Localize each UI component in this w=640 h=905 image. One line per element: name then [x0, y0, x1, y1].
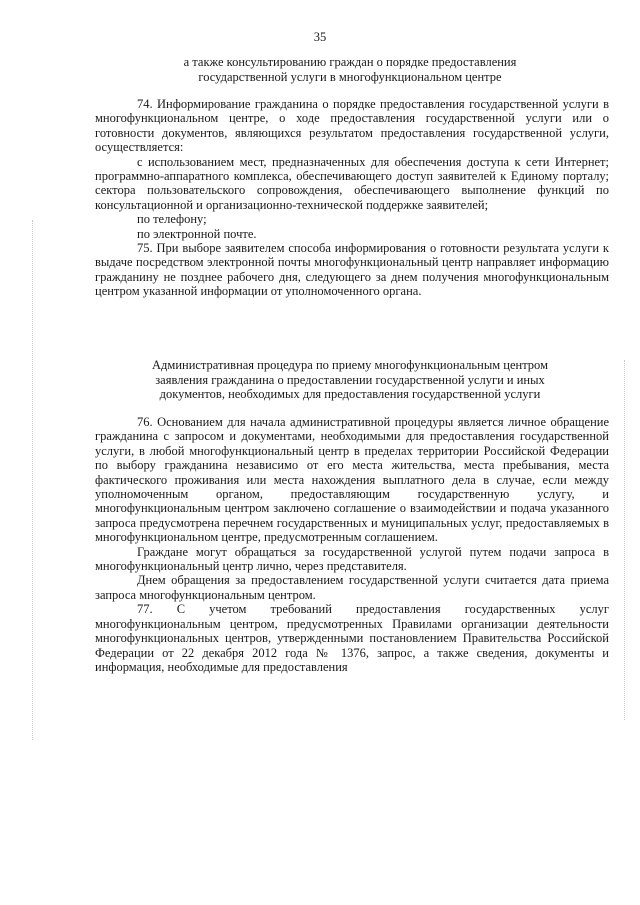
section-heading-informing — [80, 55, 620, 84]
heading-line: государственной услуги в многофункциональном центре — [198, 69, 502, 84]
section-heading-admin-procedure — [80, 358, 620, 402]
list-item-email: по электронной почте. — [137, 226, 257, 241]
paragraph-application-date: Днем обращения за предоставлением государственной услуги считается дата приема запроса многофункциональным центром. — [95, 573, 609, 602]
scan-edge-mark-right — [624, 360, 626, 720]
paragraph-76: 76. Основанием для начала административной процедуры является личное обращение гражданина с запросом и документами, необходимыми для предоставления государственной услуги, в любой многофункциональный центр в пределах территории Российской Федерации по выбору гражданина независимо от его места жительства, места пребывания, места фактического проживания или места нахождения выплатного дела в случае, если между уполномоченным органом, предоставляющим государственную услугу, и многофункциональным центром заключено соглашение о взаимодействии и подача указанного запроса предусмотрена перечнем государственных и муниципальных услуг, предоставляемых в многофункциональном центре, предусмотренным соглашением. — [95, 415, 609, 545]
heading-line: документов, необходимых для предоставления государственной услуги — [159, 387, 541, 402]
heading-line: заявления гражданина о предоставлении государственной услуги и иных — [155, 372, 545, 387]
paragraph-77: 77. С учетом требований предоставления государственных услуг многофункциональным центром, предусмотренных Правилами организации деятельности многофункциональных центров, утвержденными постановлением Правительства Российской Федерации от 22 декабря 2012 года № 1376, запрос, а также сведения, документы и информация, необходимые для предоставления — [95, 602, 609, 674]
scan-edge-mark-left — [32, 220, 34, 740]
text-block-informing — [95, 97, 609, 299]
heading-line: Административная процедура по приему многофункциональным центром — [152, 358, 548, 372]
paragraph-citizens-apply: Граждане могут обращаться за государственной услугой путем подачи запроса в многофункциональный центр лично, через представителя. — [95, 544, 609, 574]
paragraph-75: 75. При выборе заявителем способа информирования о готовности результата услуги к выдаче посредством электронной почты многофункциональный центр направляет информацию гражданину не позднее рабочего дня, следующего за днем получения многофункциональным центром указанной информации от уполномоченного органа. — [95, 241, 609, 299]
text-block-admin-procedure — [95, 415, 609, 674]
list-item-phone: по телефону; — [137, 212, 207, 227]
paragraph-74: 74. Информирование гражданина о порядке предоставления государственной услуги в многофункциональном центре, о ходе предоставления государственной услуги или о готовности документов, являющихся результатом предоставления государственной услуги, осуществляется: — [95, 97, 609, 155]
paragraph-internet-access: с использованием мест, предназначенных для обеспечения доступа к сети Интернет; программно-аппаратного комплекса, обеспечивающего доступ заявителей к Единому порталу; сектора пользовательского сопровождения, обеспечивающего выполнение функций по консультационной и организационно-технической поддержке заявителей; — [95, 154, 609, 212]
page-number: 35 — [313, 30, 327, 44]
heading-line: а также консультированию граждан о порядке предоставления — [183, 55, 517, 69]
